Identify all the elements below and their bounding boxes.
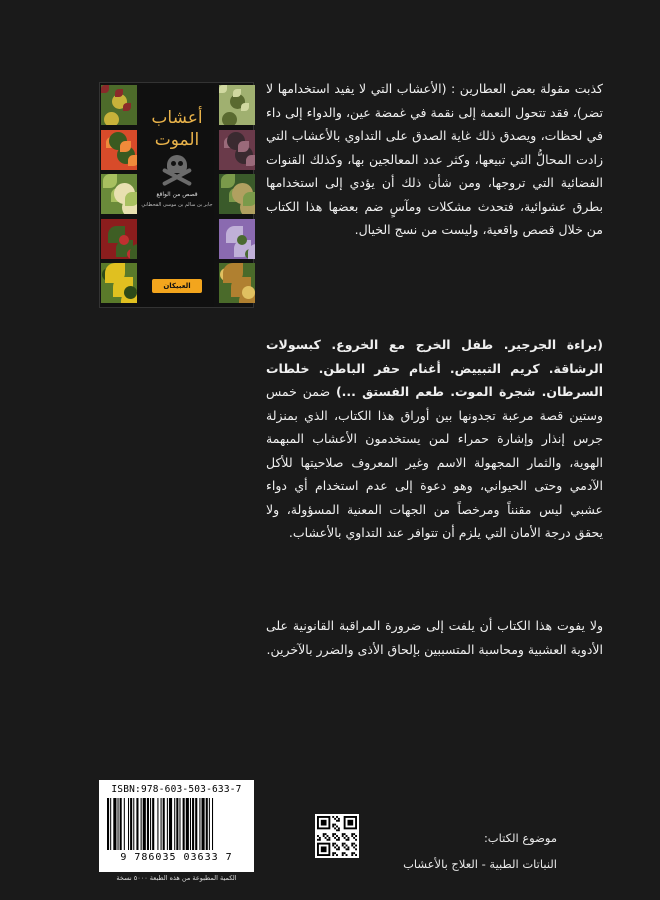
plant-photo-tile [101,174,137,214]
blurb-paragraph-2-text: ضمن خمس وستين قصة مرعبة تجدونها بين أوراق هذا الكتاب، الذي بمنزلة جرس إنذار وإشارة حمراء لمن يستخدمون الأعشاب المبهمة الهوية، والثمار المجهولة الاسم وغير المعروف صلاحيتها للأكل الآدمي وحتى الحيواني، وهو دعوة إلى عدم استخدام أي دواء عشبي ليس مقنناً ومرخصاً من الجهات المعنية المسؤولة، ولا يحقق درجة الأمان التي يلزم أن تتوافر عند التداوي بالأعشاب. [266,384,603,540]
cover-title-line2: الموت [154,130,200,150]
barcode-bars [107,798,246,850]
plant-photo-tile [101,85,137,125]
cover-author: جابر بن سالم بن موسى القحطاني [141,202,213,208]
skull-crossbones-icon [157,155,197,189]
blurb-paragraph-2 [266,333,603,545]
isbn-number: ISBN:978-603-503-633-7 [111,784,242,795]
barcode-digits: 9 786035 03633 7 [120,852,233,863]
plant-photo-tile [219,174,255,214]
print-quantity-note: الكمية المطبوعة من هذه الطبعة ٥٠٠٠ نسخة [116,874,237,882]
blurb-paragraph-1: كذبت مقولة بعض العطارين : (الأعشاب التي لا يفيد استخدامها لا تضر)، فقد تتحول النعمة إلى نقمة في غمضة عين، والدواء إلى داء في لحظات، ويصدق ذلك غاية الصدق على التداوي بالأعشاب التي زادت المحالُّ التي تبيعها، وكثر عدد المعالجين بها، وكذلك القنوات الفضائية التي تروجها، ومن شأن ذلك أن يؤدي إلى استخدامها بطرق عشوائية، فتحدث مشكلات ومآسٍ ضم بعضها هذا الكتاب من خلال قصص واقعية، وليست من نسج الخيال. [266,81,603,237]
qr-code [315,814,359,858]
isbn-barcode [99,780,254,872]
blurb-paragraph-3: ولا يفوت هذا الكتاب أن يلفت إلى ضرورة المراقبة القانونية على الأدوية العشبية ومحاسبة المتسببين بإلحاق الأذى والضرر بالآخرين. [266,618,603,657]
book-subject [357,827,557,875]
qr-code-pattern [317,816,357,856]
cover-title-panel [140,85,214,307]
cover-subtitle: قصص من الواقع [156,191,198,198]
plant-photo-tile [101,263,137,303]
plant-photo-tile [219,130,255,170]
book-cover-thumbnail [99,82,254,308]
cover-title [140,107,214,151]
plant-photo-tile [219,263,255,303]
plant-photo-tile [219,219,255,259]
story-titles: (براءة الجرجير. طفل الخرج مع الخروع. كبسولات الرشاقة. كريم التبييض. أغنام حفر الباطن. خلطات السرطان. شجرة الموت. طعم الفستق ...) [266,337,604,399]
plant-photo-tile [101,219,137,259]
plant-photo-tile [101,130,137,170]
subject-value: النباتات الطبية - العلاج بالأعشاب [403,857,557,871]
plant-photo-tile [219,85,255,125]
publisher-logo: العبيكان Obeikan [152,279,202,293]
subject-label: موضوع الكتاب: [483,831,557,845]
cover-title-line1: أعشاب [151,108,203,128]
